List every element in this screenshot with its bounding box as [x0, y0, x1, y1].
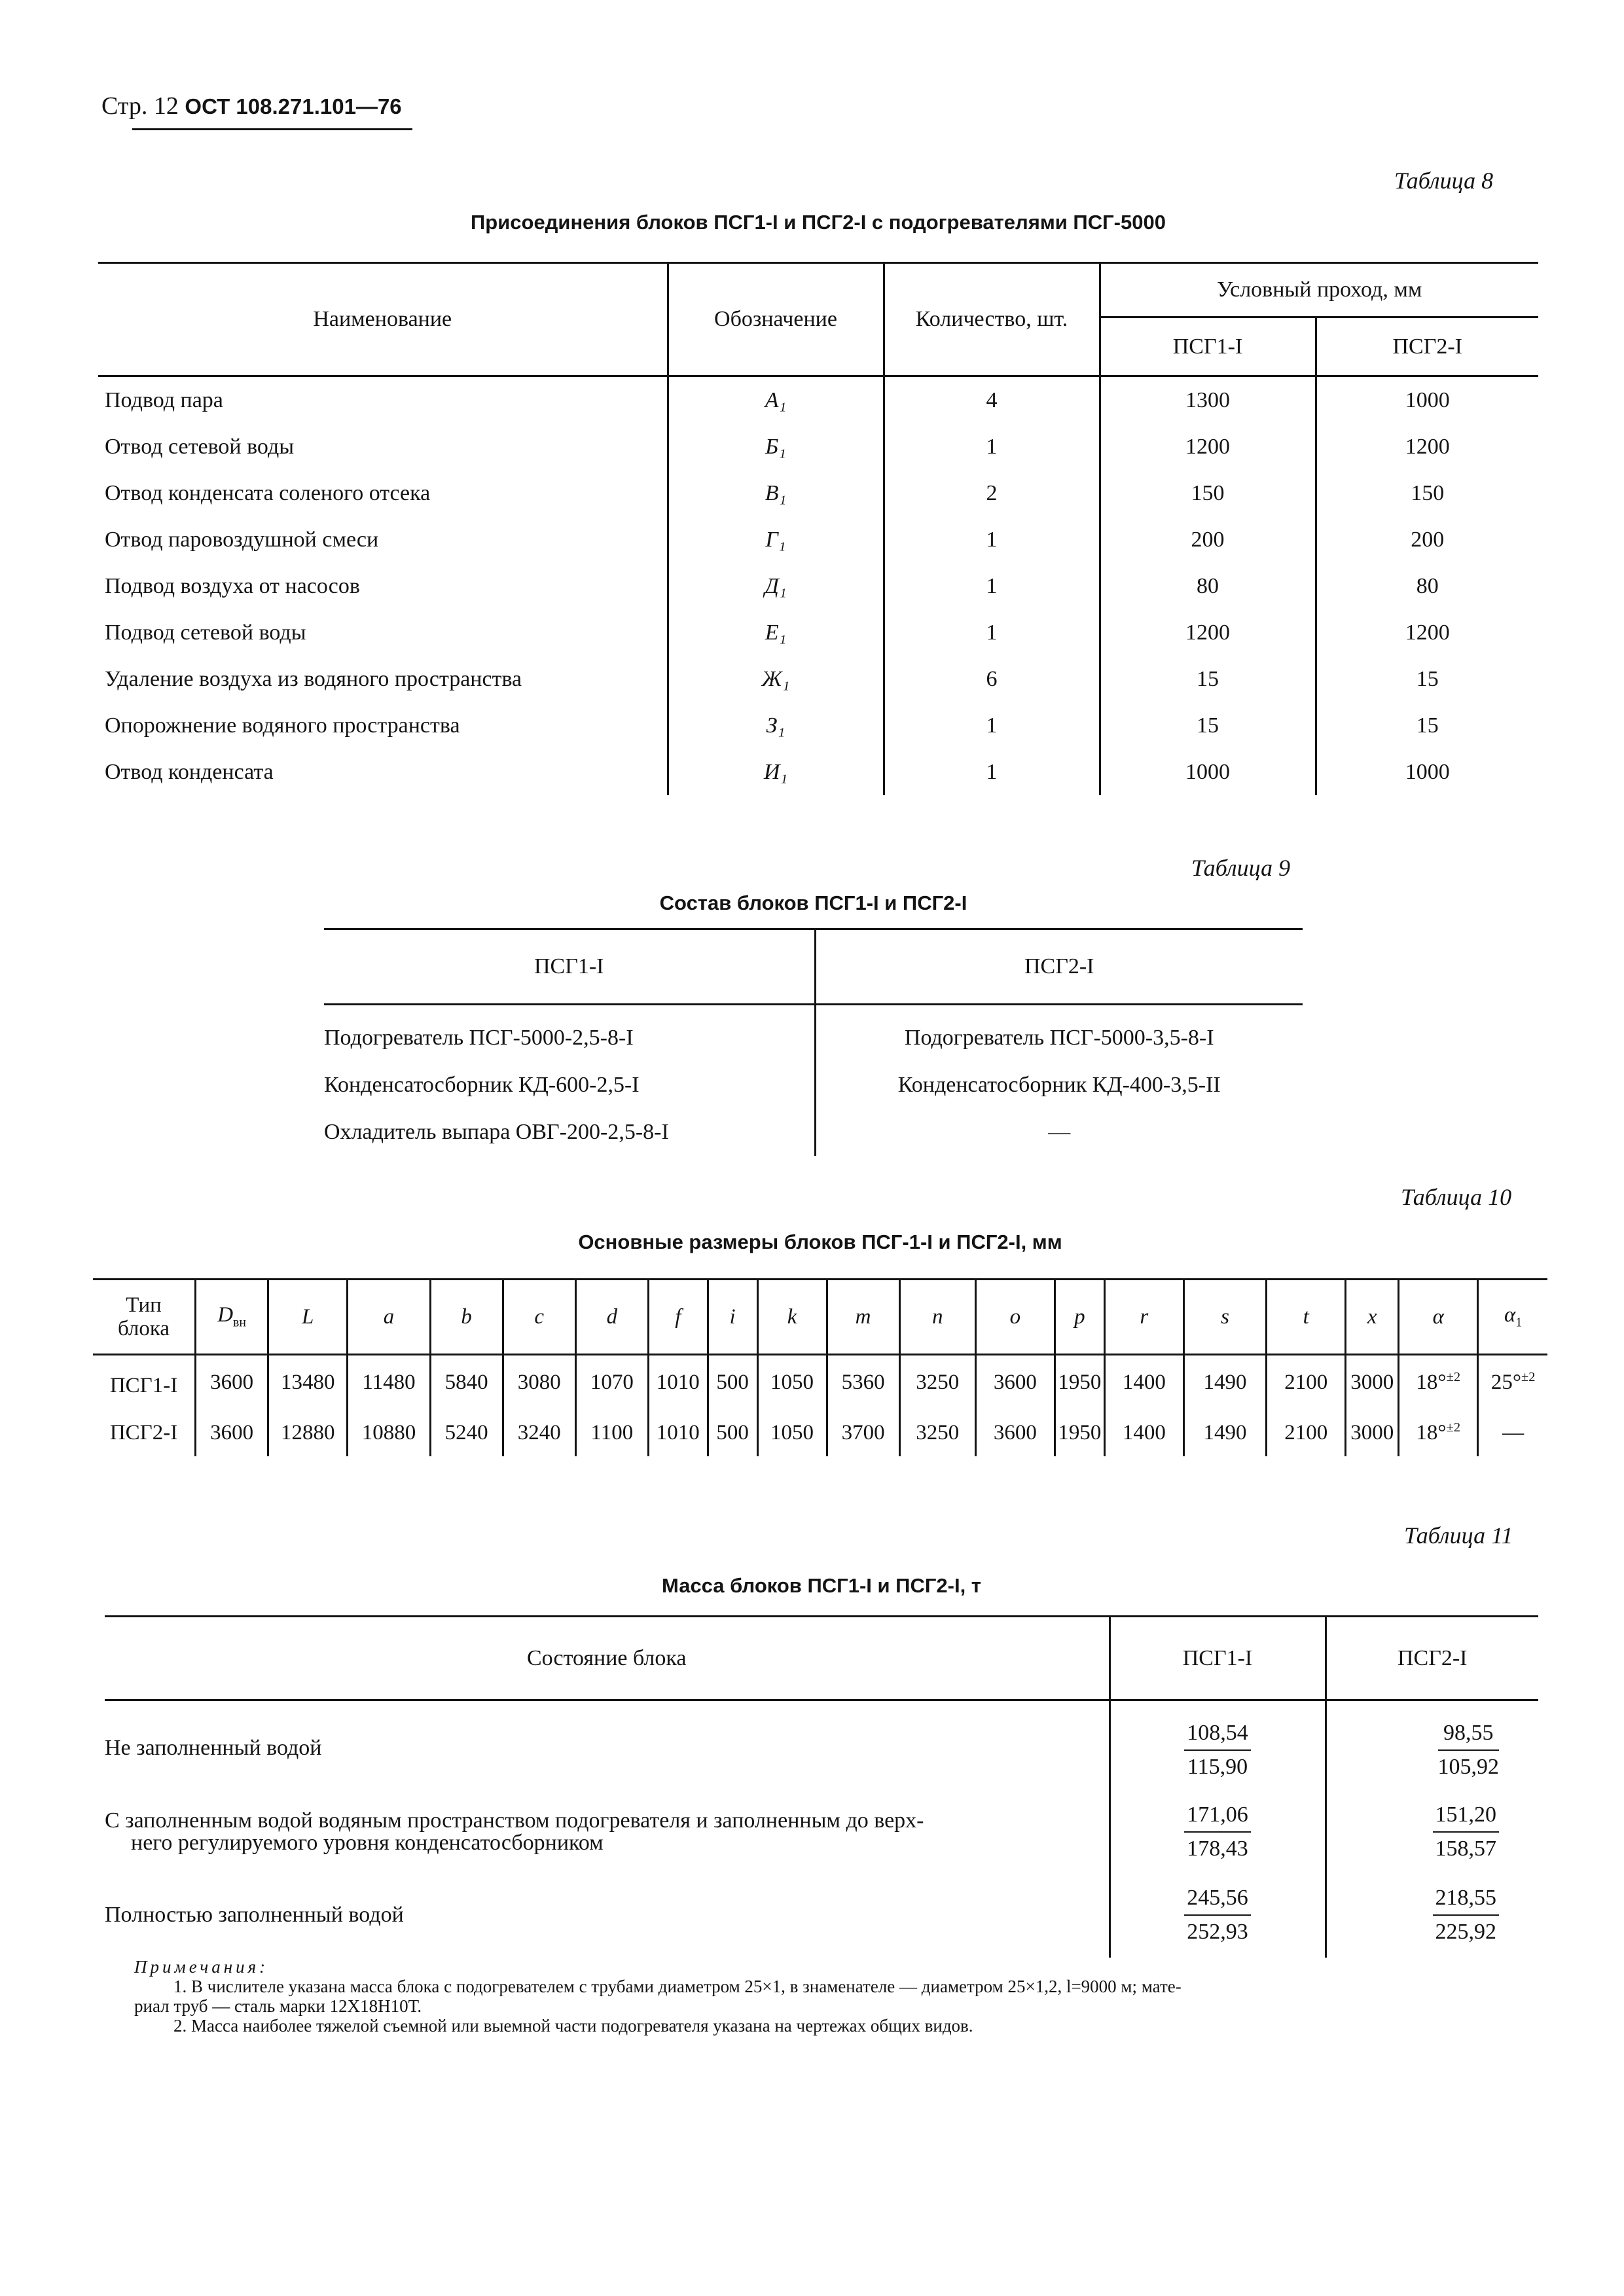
table10-header-cell: a: [348, 1280, 430, 1355]
table11-row-state: [105, 1873, 1110, 1958]
table10-cell: 1010: [648, 1355, 708, 1410]
table8-row-psg1: 1300: [1100, 376, 1316, 424]
table10-header-cell: m: [827, 1280, 899, 1355]
table9-row-psg1: Охладитель выпара ОВГ-200-2,5-8-I: [324, 1120, 669, 1144]
table8-row-qty: 1: [884, 609, 1100, 656]
table8-row-psg1: 1000: [1100, 749, 1316, 795]
table10-cell: 3250: [899, 1409, 975, 1456]
table11-denominator: 252,93: [1187, 1920, 1248, 1944]
table9-row-psg1: Подогреватель ПСГ-5000-2,5-8-I: [324, 1026, 634, 1050]
table10-cell: 3700: [827, 1409, 899, 1456]
table8-row-qty: 1: [884, 563, 1100, 609]
table8-row-name: Опорожнение водяного пространства: [105, 713, 460, 738]
table8-row-qty: 1: [884, 702, 1100, 749]
table9-row-psg2: Конденсатосборник КД-400-3,5-II: [815, 1062, 1303, 1109]
table11-row-psg2: [1326, 1700, 1538, 1792]
table11-row-state-line1: Не заполненный водой: [105, 1736, 322, 1760]
table8-row-designation: Е₁: [668, 609, 884, 656]
table8-row-name: Подвод сетевой воды: [105, 620, 306, 645]
table8-row-name: Отвод сетевой воды: [105, 434, 295, 459]
table11-row-psg1: [1110, 1791, 1326, 1873]
table11-header-psg1: ПСГ1-I: [1110, 1617, 1326, 1700]
table8-row-name: Подвод пара: [105, 387, 223, 412]
table10-cell: 1490: [1183, 1409, 1266, 1456]
table9-row-psg2: —: [815, 1109, 1303, 1156]
table8-title: Присоединения блоков ПСГ1-I и ПСГ2-I с подогревателями ПСГ-5000: [471, 211, 1166, 234]
table10-header-cell: k: [757, 1280, 827, 1355]
table9-title: Состав блоков ПСГ1-I и ПСГ2-I: [659, 891, 967, 914]
table8-row-psg2: 1000: [1316, 749, 1538, 795]
table8-row-designation: Д₁: [668, 563, 884, 609]
table11-row-state-line1: Полностью заполненный водой: [105, 1903, 404, 1927]
table10-cell: 5840: [430, 1355, 503, 1410]
table11-fraction: [1438, 1721, 1500, 1780]
table10-cell: 1490: [1183, 1355, 1266, 1410]
table8-row-psg1: 200: [1100, 516, 1316, 563]
table10-header-cell: α: [1399, 1280, 1478, 1355]
table11-header-psg2: ПСГ2-I: [1326, 1617, 1538, 1700]
table8-row-psg1: 1200: [1100, 609, 1316, 656]
page-number: Стр. 12: [101, 92, 179, 120]
table10-header-alpha1-letter: α: [1504, 1303, 1516, 1327]
table8-row-qty: 1: [884, 749, 1100, 795]
table10-cell: 10880: [348, 1409, 430, 1456]
table10-cell: 5360: [827, 1355, 899, 1410]
table8-row-name: Удаление воздуха из водяного пространства: [105, 666, 522, 691]
table10-cell: 3080: [503, 1355, 575, 1410]
table10-header-type: [93, 1280, 196, 1355]
table11-denominator: 178,43: [1187, 1837, 1248, 1861]
table10-cell: 500: [708, 1355, 757, 1410]
table8-row-name: Отвод конденсата: [105, 759, 274, 784]
table8-row-qty: 1: [884, 516, 1100, 563]
table11-header-state: Состояние блока: [105, 1617, 1110, 1700]
table10-cell: 13480: [268, 1355, 348, 1410]
table10-alpha1-tolerance: ±2: [1521, 1370, 1536, 1384]
table10-alpha1-value: —: [1502, 1421, 1525, 1444]
table11-fraction: [1184, 1803, 1251, 1861]
table8-row-qty: 6: [884, 656, 1100, 702]
table8-row-psg2: 150: [1316, 470, 1538, 516]
table10-header-cell: c: [503, 1280, 575, 1355]
table8-header-psg1: ПСГ1-I: [1100, 317, 1316, 376]
table9-caption: Таблица 9: [1191, 855, 1291, 881]
table10-header-cell: i: [708, 1280, 757, 1355]
table8-row-name: Подвод воздуха от насосов: [105, 573, 360, 598]
table10-row-type: ПСГ2-I: [109, 1420, 178, 1444]
table11-denominator: 158,57: [1435, 1837, 1496, 1861]
table10-cell-alpha: [1399, 1355, 1478, 1410]
table8-row-designation: В₁: [668, 470, 884, 516]
table10-header-cell: x: [1346, 1280, 1399, 1355]
table11-row-psg1: [1110, 1873, 1326, 1958]
page-header: [101, 92, 402, 120]
table8-header-psg2: ПСГ2-I: [1316, 317, 1538, 376]
table10-cell: 3250: [899, 1355, 975, 1410]
table8-header-name: Наименование: [98, 263, 668, 376]
table11-numerator: 245,56: [1184, 1886, 1251, 1916]
table8-row-designation: И₁: [668, 749, 884, 795]
table8-row-designation: Ж₁: [668, 656, 884, 702]
table10-header-dvn: [196, 1280, 268, 1355]
table8-row-qty: 2: [884, 470, 1100, 516]
standard-number: ОСТ 108.271.101—76: [185, 94, 402, 118]
table8-row-psg2: 15: [1316, 656, 1538, 702]
table10-header-cell: n: [899, 1280, 975, 1355]
table10-cell-alpha1: [1478, 1355, 1547, 1410]
table10-cell: 5240: [430, 1409, 503, 1456]
table11-denominator: 115,90: [1187, 1755, 1248, 1779]
table10-row-type: ПСГ1-I: [109, 1373, 178, 1397]
table10-cell: 3600: [196, 1355, 268, 1410]
table8-row-psg1: 80: [1100, 563, 1316, 609]
table10-cell-alpha: [1399, 1409, 1478, 1456]
table8-header-quantity: Количество, шт.: [884, 263, 1100, 376]
table10-header-cell: d: [575, 1280, 648, 1355]
table8-caption: Таблица 8: [1394, 168, 1494, 194]
table10-alpha1-value: 25°: [1490, 1371, 1522, 1394]
table11-numerator: 151,20: [1433, 1803, 1500, 1833]
table8-row-psg1: 15: [1100, 702, 1316, 749]
table10-cell: 1010: [648, 1409, 708, 1456]
table11: [105, 1615, 1538, 1958]
table10-caption: Таблица 10: [1401, 1184, 1512, 1210]
table10-cell: 1400: [1104, 1355, 1183, 1410]
table11-numerator: 218,55: [1433, 1886, 1500, 1916]
table10-cell: 3240: [503, 1409, 575, 1456]
table8-row-psg1: 1200: [1100, 423, 1316, 470]
table10-title: Основные размеры блоков ПСГ-1-I и ПСГ2-I, мм: [578, 1230, 1062, 1253]
table10-cell: 1400: [1104, 1409, 1183, 1456]
table8-row-psg2: 1200: [1316, 609, 1538, 656]
table8-row-psg2: 1000: [1316, 376, 1538, 424]
table10: [93, 1278, 1547, 1456]
table10-cell: 1050: [757, 1409, 827, 1456]
table10-cell: 500: [708, 1409, 757, 1456]
table8-row-designation: Б₁: [668, 423, 884, 470]
table11-row-psg1: [1110, 1700, 1326, 1792]
table10-cell: 3000: [1346, 1409, 1399, 1456]
table10-header-cell: s: [1183, 1280, 1266, 1355]
table10-cell: 3000: [1346, 1355, 1399, 1410]
table11-denominator: 105,92: [1437, 1755, 1499, 1779]
table11-fraction: [1433, 1803, 1500, 1861]
table10-header-type-line1: Тип: [126, 1293, 162, 1317]
table10-cell: 1050: [757, 1355, 827, 1410]
table8-row-psg2: 80: [1316, 563, 1538, 609]
table10-header-cell: b: [430, 1280, 503, 1355]
table8-row-designation: З₁: [668, 702, 884, 749]
note-1-line-1: 1. В числителе указана масса блока с подогревателем с трубами диаметром 25×1, в знаменателе — диаметром 25×1,2, l=9000 м; мате-: [173, 1977, 1182, 1996]
notes-title: Примечания:: [134, 1957, 269, 1977]
table11-caption: Таблица 11: [1404, 1522, 1513, 1549]
table8-row-designation: А₁: [668, 376, 884, 424]
table11-fraction: [1433, 1886, 1500, 1945]
table10-header-dvn-sub: вн: [233, 1315, 246, 1330]
table10-cell: 1950: [1055, 1409, 1104, 1456]
table11-fraction: [1184, 1886, 1251, 1945]
table11-numerator: 108,54: [1184, 1721, 1251, 1751]
table10-cell: 3600: [975, 1355, 1055, 1410]
table10-header-cell: r: [1104, 1280, 1183, 1355]
table10-cell: 2100: [1267, 1409, 1346, 1456]
table10-header-alpha1: [1478, 1280, 1547, 1355]
table10-header-cell: o: [975, 1280, 1055, 1355]
table10-header-cell: L: [268, 1280, 348, 1355]
table8-row-qty: 1: [884, 423, 1100, 470]
table11-row-psg2: [1326, 1791, 1538, 1873]
table8-row-psg2: 15: [1316, 702, 1538, 749]
table10-cell-alpha1: [1478, 1409, 1547, 1456]
table10-alpha-tolerance: ±2: [1446, 1420, 1461, 1435]
table10-cell: 3600: [975, 1409, 1055, 1456]
table10-cell: 1100: [575, 1409, 648, 1456]
table11-numerator: 98,55: [1438, 1721, 1500, 1751]
table10-cell: 11480: [348, 1355, 430, 1410]
table10-header-cell: f: [648, 1280, 708, 1355]
table9-row-psg2: Подогреватель ПСГ-5000-3,5-8-I: [815, 1005, 1303, 1062]
header-underline: [132, 128, 412, 130]
note-2: 2. Масса наиболее тяжелой съемной или выемной части подогревателя указана на чертежах общих видов.: [173, 2016, 973, 2036]
table8-row-psg2: 200: [1316, 516, 1538, 563]
table10-alpha-tolerance: ±2: [1446, 1370, 1461, 1384]
table9: [324, 928, 1303, 1156]
table11-fraction: [1184, 1721, 1251, 1780]
table8-row-qty: 4: [884, 376, 1100, 424]
table10-cell: 12880: [268, 1409, 348, 1456]
table10-header-alpha1-sub: 1: [1515, 1315, 1523, 1330]
table8-row-designation: Г₁: [668, 516, 884, 563]
table8: [98, 262, 1538, 795]
table8-header-designation: Обозначение: [668, 263, 884, 376]
table10-cell: 1950: [1055, 1355, 1104, 1410]
table9-row-psg1: Конденсатосборник КД-600-2,5-I: [324, 1073, 640, 1097]
table11-title: Масса блоков ПСГ1-I и ПСГ2-I, т: [662, 1574, 981, 1597]
table10-header-dvn-letter: D: [217, 1303, 234, 1327]
table11-numerator: 171,06: [1184, 1803, 1251, 1833]
table11-row-state-line2: него регулируемого уровня конденсатосборником: [131, 1831, 604, 1855]
table10-alpha-value: 18°: [1416, 1371, 1447, 1394]
table9-header-psg2: ПСГ2-I: [815, 929, 1303, 1005]
table10-cell: 1070: [575, 1355, 648, 1410]
table8-row-psg1: 150: [1100, 470, 1316, 516]
table10-alpha-value: 18°: [1416, 1421, 1447, 1444]
table11-denominator: 225,92: [1435, 1920, 1496, 1944]
notes: [134, 1957, 1542, 2036]
table11-row-state: [105, 1791, 1110, 1873]
table11-row-state-line1: С заполненным водой водяным пространством подогревателя и заполненным до верх-: [105, 1808, 924, 1833]
table10-cell: 3600: [196, 1409, 268, 1456]
table8-row-name: Отвод паровоздушной смеси: [105, 527, 379, 552]
table9-header-psg1: ПСГ1-I: [324, 929, 815, 1005]
table8-row-name: Отвод конденсата соленого отсека: [105, 480, 431, 505]
table10-header-cell: p: [1055, 1280, 1104, 1355]
table11-row-state: [105, 1700, 1110, 1792]
table10-header-type-line2: блока: [117, 1317, 170, 1340]
table10-cell: 2100: [1267, 1355, 1346, 1410]
table11-row-psg2: [1326, 1873, 1538, 1958]
table8-header-nominal: Условный проход, мм: [1100, 263, 1538, 317]
table8-row-psg1: 15: [1100, 656, 1316, 702]
table8-row-psg2: 1200: [1316, 423, 1538, 470]
note-1-line-2: риал труб — сталь марки 12Х18Н10Т.: [134, 1996, 422, 2016]
table10-header-cell: t: [1267, 1280, 1346, 1355]
